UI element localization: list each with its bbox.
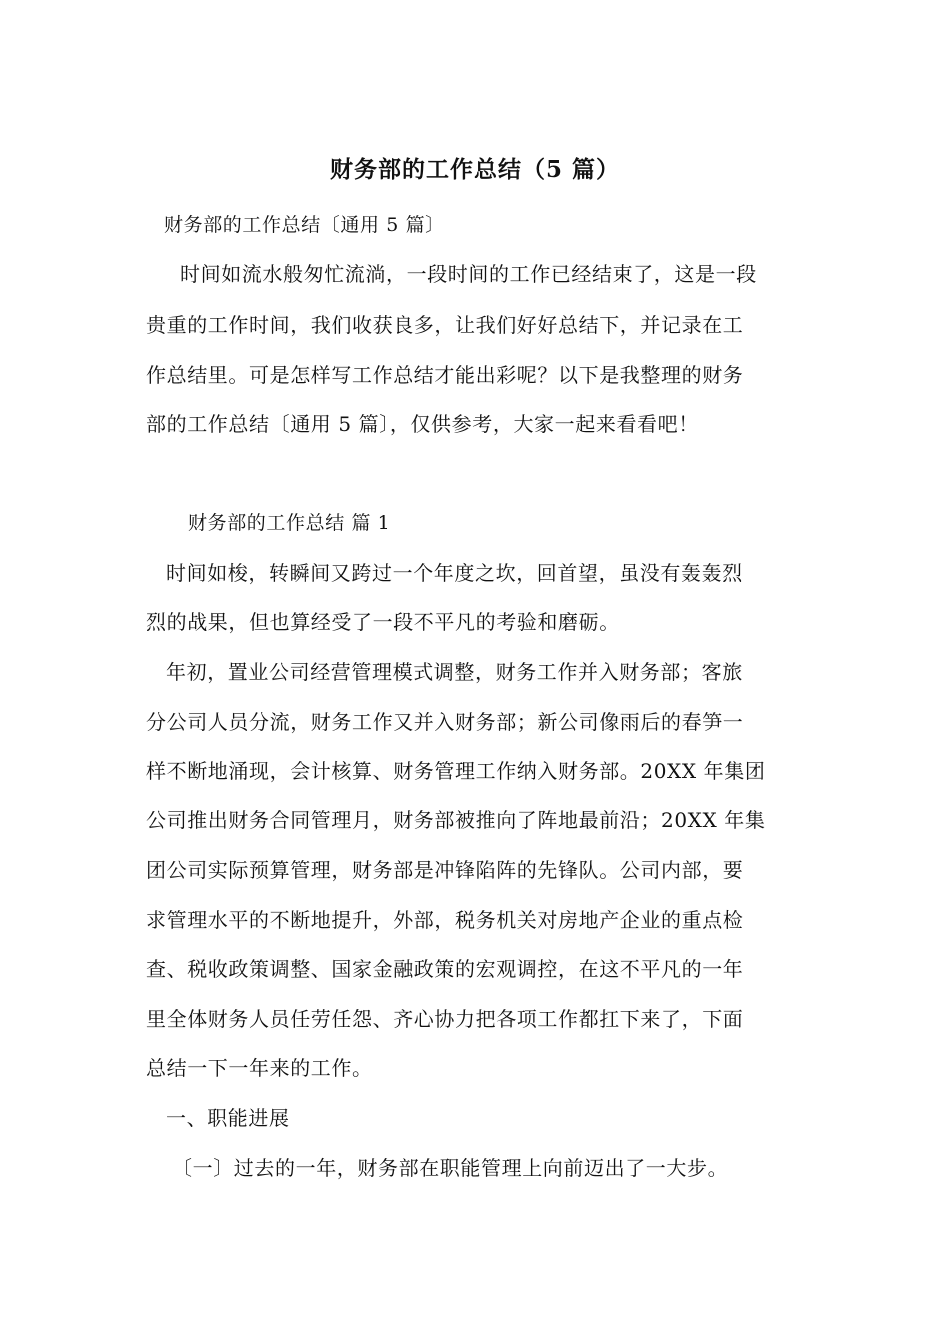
- paragraph-line: 里全体财务人员任劳任怨、齐心协力把各项工作都扛下来了，下面: [146, 1007, 744, 1031]
- paragraph-line: 烈的战果，但也算经受了一段不平凡的考验和磨砺。: [146, 610, 620, 634]
- paragraph-line: 时间如梭，转瞬间又跨过一个年度之坎，回首望，虽没有轰轰烈: [166, 561, 743, 585]
- intro-line: 部的工作总结〔通用 5 篇〕，仅供参考，大家一起来看看吧！: [146, 412, 699, 436]
- intro-line: 作总结里。可是怎样写工作总结才能出彩呢？以下是我整理的财务: [146, 363, 744, 387]
- paragraph-line: 团公司实际预算管理，财务部是冲锋陷阵的先锋队。公司内部，要: [146, 858, 744, 882]
- paragraph-line: 总结一下一年来的工作。: [146, 1056, 373, 1080]
- paragraph-line: 求管理水平的不断地提升，外部，税务机关对房地产企业的重点检: [146, 908, 744, 932]
- paragraph-line: 分公司人员分流，财务工作又并入财务部；新公司像雨后的春笋一: [146, 710, 744, 734]
- section-heading: 财务部的工作总结 篇 1: [188, 512, 391, 534]
- paragraph-line: 样不断地涌现，会计核算、财务管理工作纳入财务部。20XX 年集团: [146, 759, 766, 783]
- document-subtitle: 财务部的工作总结〔通用 5 篇〕: [164, 214, 445, 236]
- paragraph-line: 公司推出财务合同管理月，财务部被推向了阵地最前沿；20XX 年集: [146, 808, 766, 832]
- intro-line: 贵重的工作时间，我们收获良多，让我们好好总结下，并记录在工: [146, 313, 744, 337]
- heading-1: 一、职能进展: [166, 1106, 290, 1130]
- document-title: 财务部的工作总结（5 篇）: [329, 156, 620, 183]
- list-item: 〔一〕过去的一年，财务部在职能管理上向前迈出了一大步。: [172, 1156, 729, 1180]
- paragraph-line: 查、税收政策调整、国家金融政策的宏观调控，在这不平凡的一年: [146, 957, 744, 981]
- intro-line: 时间如流水般匆忙流淌，一段时间的工作已经结束了，这是一段: [180, 262, 757, 286]
- paragraph-line: 年初，置业公司经营管理模式调整，财务工作并入财务部；客旅: [166, 660, 743, 684]
